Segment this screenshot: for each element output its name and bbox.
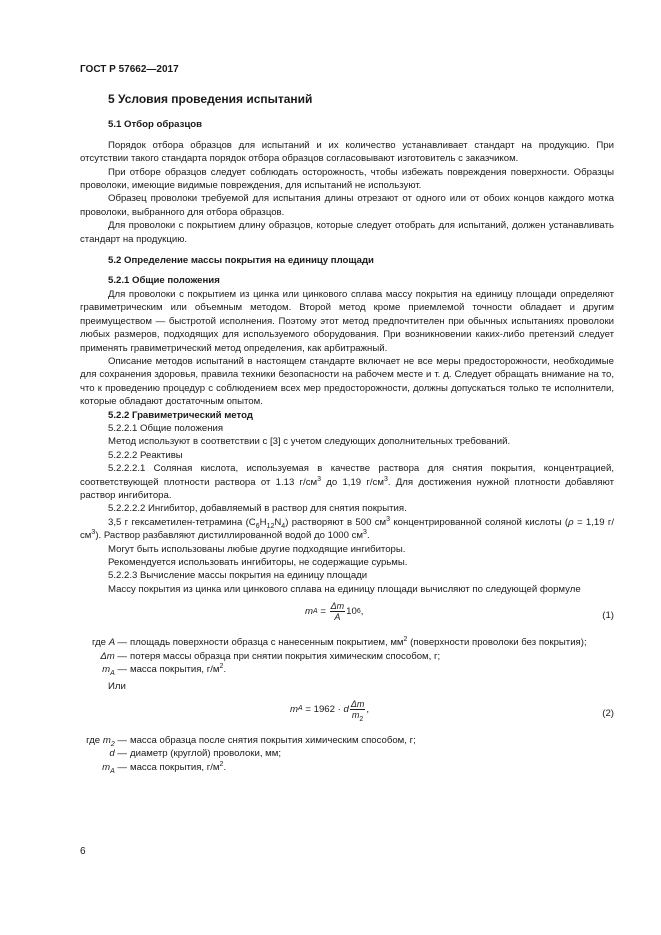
- subsection-title: 5.2.2.2 Реактивы: [108, 449, 183, 461]
- section-5-2-1-title: 5.2.1 Общие положения: [108, 275, 220, 287]
- subsection-title: 5.2.2.1 Общие положения: [108, 422, 224, 434]
- paragraph: Описание методов испытаний в настоящем стандарте включает не все меры предосторожности, необходимые для сохранения здоровья, правила техники безопасности на рабочем месте и т. д. Следует обращать внимание на то, что к проведению процедур с соблюдением всех мер предосторожности, должны допускаться только те исполнители, которые обладают достаточным опытом.: [80, 355, 614, 408]
- paragraph: Метод используют в соответствии с [3] с учетом следующих дополнительных требований.: [108, 436, 511, 448]
- formula-1-expression: m A = $\frac{\Delta m}{A}$ 10 6 ,: [305, 601, 364, 623]
- paragraph-hcl: 5.2.2.2.1 Соляная кислота, используемая в качестве раствора для снятия покрытия, концентрацией, соответствующей плотности раствора от 1.13 $г/см^3$ до 1,19 $г/см^3$. Для достижения нужной плотности добавляют раствор ингибитора.: [80, 463, 614, 501]
- formula-2-number: (2): [602, 707, 614, 719]
- formula-1: [80, 601, 614, 631]
- paragraph: Порядок отбора образцов для испытаний и их количество устанавливает стандарт на продукцию. При отсутствии такого стандарта порядок отбора образцов согласовывают изготовитель с заказчиком.: [80, 139, 614, 165]
- subsection-title: 5.2.2.3 Вычисление массы покрытия на единицу площади: [108, 570, 368, 582]
- document-body: [80, 93, 614, 774]
- where-item: $m_A$ — масса покрытия, $г/м^2$.: [102, 662, 227, 677]
- where-item: d — диаметр (круглой) проволоки, мм;: [109, 748, 282, 760]
- section-5-1-title: 5.1 Отбор образцов: [108, 119, 202, 131]
- section-5-title: 5 Условия проведения испытаний: [108, 92, 313, 106]
- paragraph: Для проволоки с покрытием из цинка или цинкового сплава массу покрытия на единицу площади определяют гравиметрическим или объемным методом. Второй метод кроме приемлемой точности обладает и другим преимуществом — быстротой исполнения. Поэтому этот метод предпочтителен при обычных испытаниях проволоки любых размеров, подходящих для используемого оборудования. При возникновении каких-либо претензий следует применять гравиметрический метод определения, как арбитражный.: [80, 288, 614, 354]
- paragraph: 5.2.2.2.2 Ингибитор, добавляемый в раствор для снятия покрытия.: [108, 503, 407, 515]
- where-item: где $m_2$ — масса образца после снятия покрытия химическим способом, г;: [86, 734, 416, 748]
- formula-2-fraction: $\frac{\Delta m}{m_2}$: [350, 698, 365, 723]
- paragraph: При отборе образцов следует соблюдать осторожность, чтобы избежать повреждения поверхности. Образцы проволоки, имеющие видимые повреждения, для испытаний не используют.: [80, 166, 614, 192]
- formula-2-expression: m A = 1962 · d $\frac{\Delta m}{m_2}$ ,: [290, 698, 370, 723]
- where-item: $m_A$ — масса покрытия, $г/м^2$.: [102, 760, 227, 775]
- paragraph: Могут быть использованы любые другие подходящие ингибиторы.: [108, 543, 406, 555]
- formula-1-fraction: $\frac{\Delta m}{A}$: [330, 601, 345, 623]
- where-item: где A — площадь поверхности образца с нанесенным покрытием, $мм^2$ (поверхности проволоки без покрытия);: [92, 636, 587, 649]
- or-text: Или: [108, 681, 126, 693]
- standard-header: ГОСТ Р 57662—2017: [80, 64, 179, 75]
- formula-1-number: (1): [602, 610, 614, 622]
- formula-2: [80, 699, 614, 729]
- paragraph: Образец проволоки требуемой для испытания длины отрезают от одного или от обоих концов каждого мотка проволоки, выбранного для отбора образцов.: [80, 193, 614, 218]
- paragraph-hexamine: 3,5 г гексаметилен-тетрамина $(C_6H_{12}N_4)$ растворяют в 500 $см^3$ концентрированной соляной кислоты (ρ = 1,19 $г/см^3$). Раствор разбавляют дистиллированной водой до 1000 $см^3$.: [80, 515, 615, 542]
- page-number: 6: [80, 846, 86, 857]
- where-item: Δm — потеря массы образца при снятии покрытия химическим способом, г;: [100, 650, 441, 662]
- paragraph: Массу покрытия из цинка или цинкового сплава на единицу площади вычисляют по следующей формуле: [108, 583, 581, 595]
- paragraph: Для проволоки с покрытием длину образцов, которые следует отобрать для испытаний, должен устанавливать стандарт на продукцию.: [80, 220, 614, 245]
- section-5-2-title: 5.2 Определение массы покрытия на единицу площади: [108, 255, 374, 267]
- paragraph: Рекомендуется использовать ингибиторы, не содержащие сурьмы.: [108, 557, 408, 568]
- section-5-2-2-title: 5.2.2 Гравиметрический метод: [108, 409, 253, 421]
